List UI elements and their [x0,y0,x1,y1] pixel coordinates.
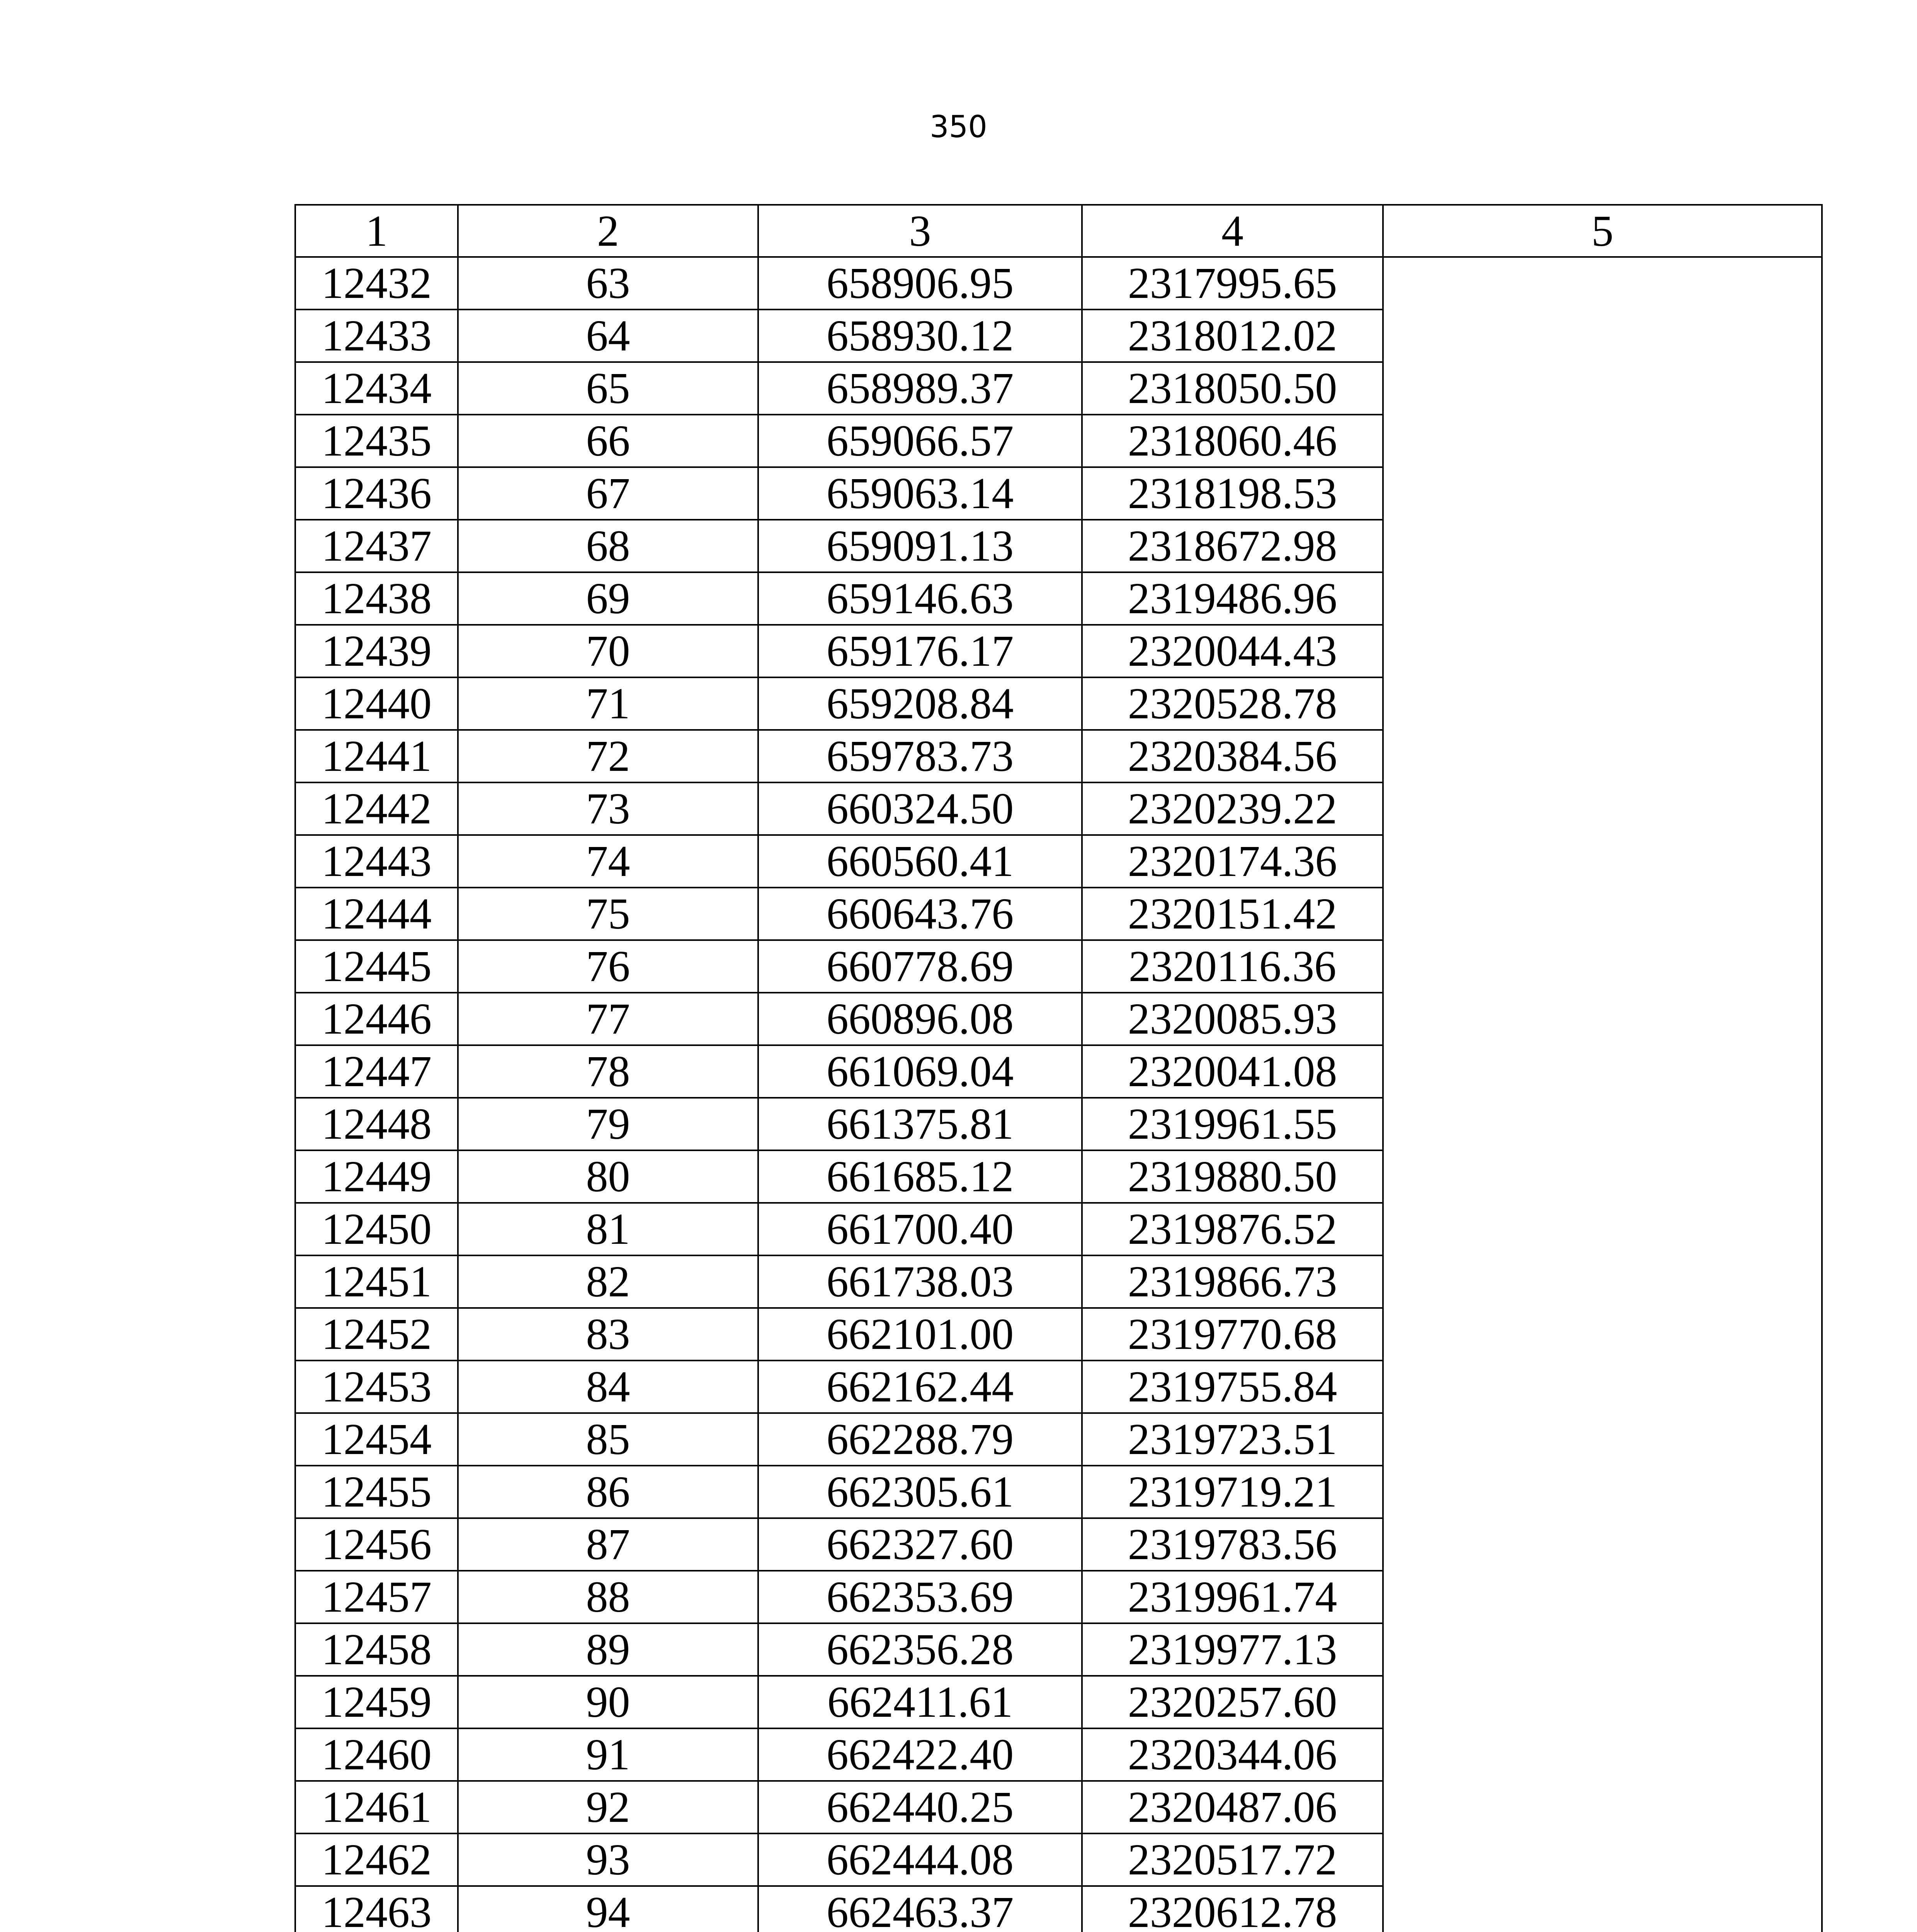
column-5-cell [1383,257,1822,1932]
table-cell: 2320528.78 [1082,677,1383,730]
table-cell: 90 [458,1676,758,1728]
table-cell: 660324.50 [758,782,1082,835]
table-cell: 12460 [295,1728,458,1781]
table-header [295,205,1822,257]
table-cell: 91 [458,1728,758,1781]
table-cell: 658930.12 [758,310,1082,362]
table-cell: 12453 [295,1361,458,1413]
table-cell: 661700.40 [758,1203,1082,1255]
table-cell: 85 [458,1413,758,1466]
table-cell: 661738.03 [758,1255,1082,1308]
table-cell: 659146.63 [758,572,1082,625]
table-cell: 77 [458,993,758,1045]
table-cell: 12461 [295,1781,458,1833]
table-cell: 2320384.56 [1082,730,1383,782]
table-cell: 658989.37 [758,362,1082,415]
table-cell: 79 [458,1098,758,1150]
table-cell: 70 [458,625,758,677]
table-cell: 12432 [295,257,458,310]
table-cell: 12443 [295,835,458,888]
table-cell: 12438 [295,572,458,625]
column-header: 1 [295,205,458,257]
table-cell: 661375.81 [758,1098,1082,1150]
table-cell: 89 [458,1623,758,1676]
table-cell: 72 [458,730,758,782]
table-cell: 12462 [295,1833,458,1886]
table-cell: 662463.37 [758,1886,1082,1932]
table-cell: 2320151.42 [1082,888,1383,940]
table-cell: 2320116.36 [1082,940,1383,993]
table-cell: 12437 [295,520,458,572]
table-cell: 76 [458,940,758,993]
table-cell: 64 [458,310,758,362]
table-cell: 74 [458,835,758,888]
table-cell: 2320085.93 [1082,993,1383,1045]
table-cell: 2319977.13 [1082,1623,1383,1676]
table-cell: 659208.84 [758,677,1082,730]
column-header: 3 [758,205,1082,257]
table-cell: 2318050.50 [1082,362,1383,415]
table-cell: 78 [458,1045,758,1098]
table-cell: 2319719.21 [1082,1466,1383,1518]
table-cell: 662411.61 [758,1676,1082,1728]
table-cell: 662327.60 [758,1518,1082,1571]
table-cell: 662353.69 [758,1571,1082,1623]
table-cell: 12436 [295,467,458,520]
table-cell: 93 [458,1833,758,1886]
table-cell: 2320487.06 [1082,1781,1383,1833]
table-cell: 2320044.43 [1082,625,1383,677]
table-cell: 2317995.65 [1082,257,1383,310]
table-cell: 662101.00 [758,1308,1082,1361]
table-cell: 659783.73 [758,730,1082,782]
table-cell: 81 [458,1203,758,1255]
table-cell: 12452 [295,1308,458,1361]
table-cell: 2320344.06 [1082,1728,1383,1781]
table-row [295,257,1822,310]
table-cell: 662162.44 [758,1361,1082,1413]
table-cell: 2319486.96 [1082,572,1383,625]
table-cell: 659063.14 [758,467,1082,520]
table-cell: 67 [458,467,758,520]
table-body [295,257,1822,1932]
table-cell: 12447 [295,1045,458,1098]
table-cell: 12450 [295,1203,458,1255]
table-cell: 63 [458,257,758,310]
table-cell: 69 [458,572,758,625]
table-cell: 2320612.78 [1082,1886,1383,1932]
table-cell: 87 [458,1518,758,1571]
table-cell: 12448 [295,1098,458,1150]
table-cell: 2319770.68 [1082,1308,1383,1361]
table-cell: 660643.76 [758,888,1082,940]
table-cell: 2319876.52 [1082,1203,1383,1255]
table-cell: 662444.08 [758,1833,1082,1886]
table-cell: 658906.95 [758,257,1082,310]
column-header: 2 [458,205,758,257]
table-cell: 12451 [295,1255,458,1308]
table-cell: 65 [458,362,758,415]
table-cell: 2318198.53 [1082,467,1383,520]
table-cell: 659066.57 [758,415,1082,467]
table-cell: 12442 [295,782,458,835]
table-cell: 662305.61 [758,1466,1082,1518]
table-cell: 2320174.36 [1082,835,1383,888]
table-cell: 2319866.73 [1082,1255,1383,1308]
table-cell: 92 [458,1781,758,1833]
table-cell: 12445 [295,940,458,993]
table-cell: 12440 [295,677,458,730]
table-cell: 12454 [295,1413,458,1466]
table-cell: 12456 [295,1518,458,1571]
table-cell: 661685.12 [758,1150,1082,1203]
table-cell: 2319723.51 [1082,1413,1383,1466]
table-cell: 2320257.60 [1082,1676,1383,1728]
table-cell: 68 [458,520,758,572]
table-cell: 86 [458,1466,758,1518]
page-number: 350 [930,110,987,145]
table-cell: 2319880.50 [1082,1150,1383,1203]
header-row [295,205,1822,257]
table-cell: 2319783.56 [1082,1518,1383,1571]
table-cell: 82 [458,1255,758,1308]
table-cell: 71 [458,677,758,730]
table-cell: 2319961.55 [1082,1098,1383,1150]
table-cell: 661069.04 [758,1045,1082,1098]
table-cell: 12458 [295,1623,458,1676]
table-cell: 12435 [295,415,458,467]
coordinates-table [294,204,1823,1932]
table-cell: 2318060.46 [1082,415,1383,467]
table-cell: 2318672.98 [1082,520,1383,572]
table-cell: 12433 [295,310,458,362]
table-cell: 2319961.74 [1082,1571,1383,1623]
table-cell: 2320041.08 [1082,1045,1383,1098]
table-cell: 66 [458,415,758,467]
table-cell: 80 [458,1150,758,1203]
table-cell: 2320517.72 [1082,1833,1383,1886]
table-cell: 12463 [295,1886,458,1932]
table-cell: 2320239.22 [1082,782,1383,835]
table-cell: 2319755.84 [1082,1361,1383,1413]
table-cell: 662288.79 [758,1413,1082,1466]
table-cell: 12459 [295,1676,458,1728]
table-cell: 2318012.02 [1082,310,1383,362]
table-cell: 662356.28 [758,1623,1082,1676]
table-cell: 660560.41 [758,835,1082,888]
table-cell: 662440.25 [758,1781,1082,1833]
table-cell: 12434 [295,362,458,415]
table-cell: 73 [458,782,758,835]
table-cell: 662422.40 [758,1728,1082,1781]
table-cell: 12441 [295,730,458,782]
table-cell: 659176.17 [758,625,1082,677]
table-cell: 84 [458,1361,758,1413]
table-cell: 12449 [295,1150,458,1203]
table-cell: 12439 [295,625,458,677]
column-header: 4 [1082,205,1383,257]
table-cell: 660778.69 [758,940,1082,993]
table-cell: 75 [458,888,758,940]
table-cell: 12446 [295,993,458,1045]
table-cell: 12444 [295,888,458,940]
table-cell: 12455 [295,1466,458,1518]
table-cell: 94 [458,1886,758,1932]
table-cell: 83 [458,1308,758,1361]
table-cell: 12457 [295,1571,458,1623]
table-cell: 659091.13 [758,520,1082,572]
table-cell: 88 [458,1571,758,1623]
table-cell: 660896.08 [758,993,1082,1045]
column-header: 5 [1383,205,1822,257]
